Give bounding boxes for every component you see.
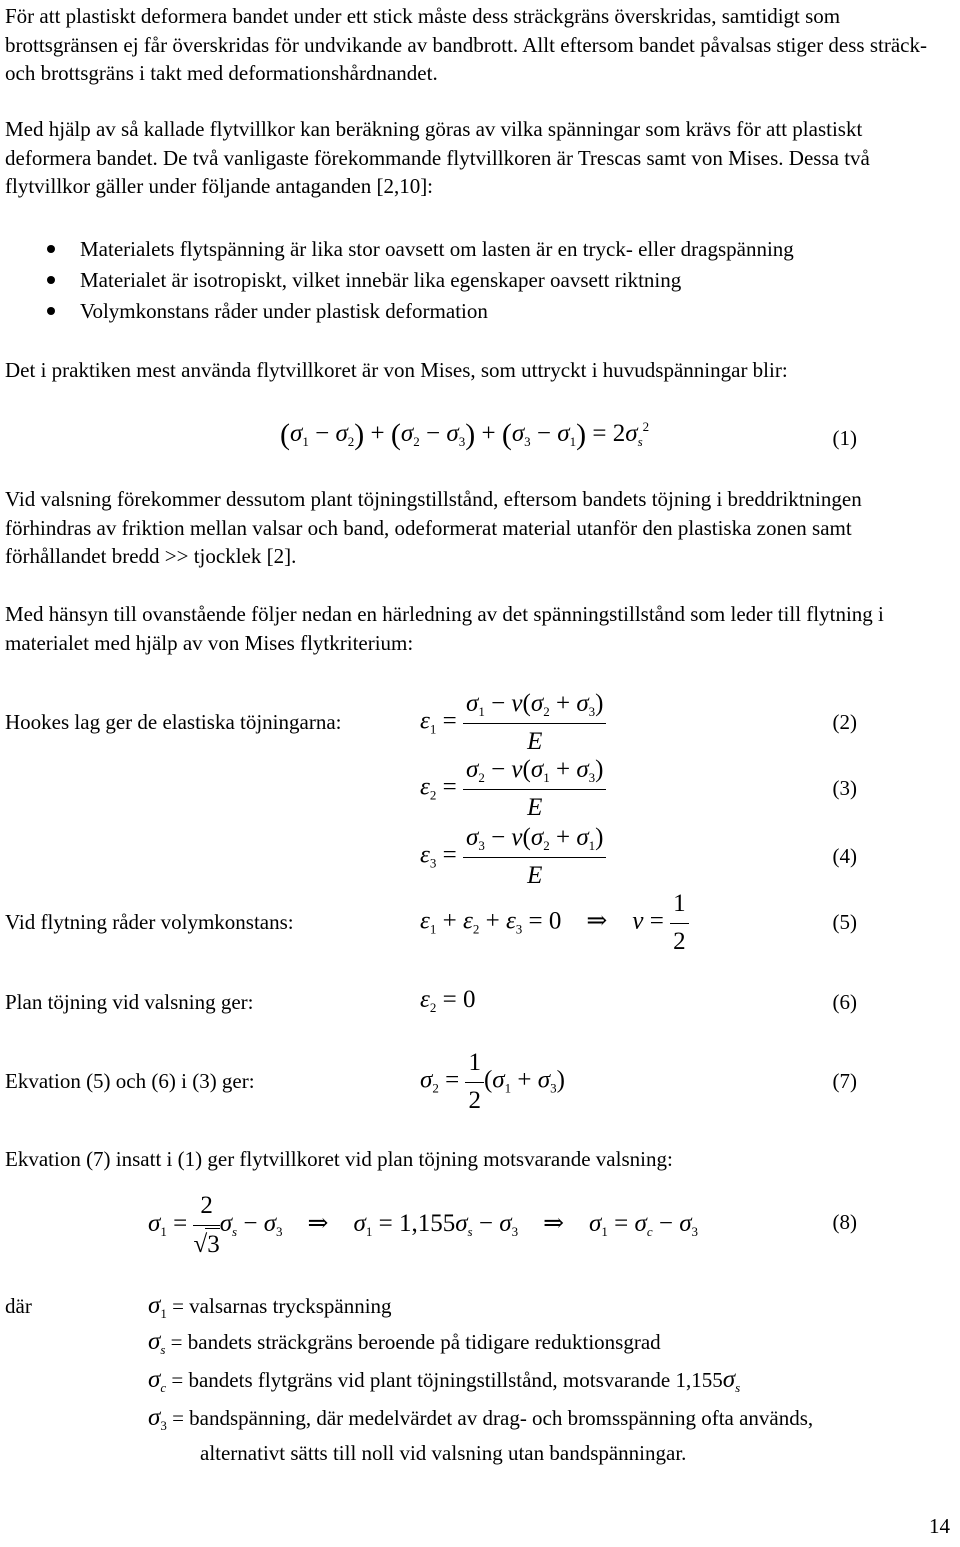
equation-number: (4) bbox=[832, 844, 857, 868]
equation-number: (2) bbox=[832, 710, 857, 734]
equation-2: $\varepsilon_1$ = $\frac{\sigma_1 - v(\sigma_2 + \sigma_3)}{E}$ bbox=[420, 688, 606, 758]
paragraph-ekvation-7: Ekvation (7) insatt i (1) ger flytvillkoret vid plan töjning motsvarande valsning: bbox=[5, 1147, 673, 1171]
definition-sigma-3 bbox=[148, 1404, 813, 1432]
paragraph-flytvillkor: Med hjälp av så kallade flytvillkor kan beräkning göras av vilka spänningar som krävs för att plastiskt deformera bandet. De två vanligaste förekommande flytvillkoren är Trescas samt von Mises. Dessa två flytvillkor gäller under följande antaganden [2,10]: bbox=[5, 117, 870, 198]
paragraph-von-mises: Det i praktiken mest använda flytvillkoret är von Mises, som uttryckt i huvudspänningar blir: bbox=[5, 358, 788, 382]
symbol-sigma-s: $\sigma_s$ bbox=[722, 1366, 741, 1395]
equation-number: (1) bbox=[832, 426, 857, 450]
definition-sigma-c bbox=[148, 1366, 740, 1394]
equation-1: $(\sigma_1 - \sigma_2) + (\sigma_2 - \sigma_3) + (\sigma_3 - \sigma_1) = 2\sigma_s^2$ bbox=[280, 418, 650, 451]
paragraph-intro: För att plastiskt deformera bandet under ett stick måste dess sträckgräns överskridas, samtidigt som brottsgränsen ej får överskridas för undvikande av bandbrott. Allt eftersom bandet påvalsas stiger dess sträck- och brottsgräns i takt med deformationshårdnandet. bbox=[5, 4, 927, 85]
bullet-icon bbox=[47, 276, 55, 284]
equation-number: (5) bbox=[832, 910, 857, 934]
symbol-sigma-1: $\sigma_1$ bbox=[148, 1292, 167, 1321]
equation-number: (6) bbox=[832, 990, 857, 1014]
equation-7: $\sigma_2$ = $\frac{1}{2}$ $(\sigma_1 + \sigma_3)$ bbox=[420, 1049, 565, 1114]
symbol-sigma-c: $\sigma_c$ bbox=[148, 1366, 167, 1395]
equation-number: (8) bbox=[832, 1210, 857, 1234]
label-dar: där bbox=[5, 1294, 32, 1318]
bullet-icon bbox=[47, 307, 55, 315]
equation-5: $\varepsilon_1 + \varepsilon_2 + \varepsilon_3 = 0$ ⇒ v = $\frac{1}{2}$ bbox=[420, 888, 689, 958]
page-number: 14 bbox=[929, 1514, 950, 1538]
definition-text: = bandets sträckgräns beroende på tidigare reduktionsgrad bbox=[170, 1330, 661, 1354]
bullet-icon bbox=[47, 245, 55, 253]
definition-sigma-s bbox=[148, 1328, 661, 1356]
symbol-sigma-3: $\sigma_3$ bbox=[148, 1404, 167, 1433]
equation-number: (7) bbox=[832, 1069, 857, 1093]
label-plan-tojning: Plan töjning vid valsning ger: bbox=[5, 990, 254, 1014]
bullet-text: Volymkonstans råder under plastisk deformation bbox=[80, 299, 488, 323]
definition-sigma-1 bbox=[148, 1292, 392, 1320]
definition-continuation: alternativt sätts till noll vid valsning utan bandspänningar. bbox=[200, 1441, 687, 1465]
equation-number: (3) bbox=[832, 776, 857, 800]
definition-text: = bandets flytgräns vid plant töjningstillstånd, motsvarande 1,155 bbox=[171, 1368, 723, 1392]
paragraph-harledning: Med hänsyn till ovanstående följer nedan en härledning av det spänningstillstånd som leder till flytning i materialet med hjälp av von Mises flytkriterium: bbox=[5, 602, 884, 655]
equation-6: $\varepsilon_2 = 0$ bbox=[420, 986, 476, 1015]
equation-3: $\varepsilon_2$ = $\frac{\sigma_2 - v(\sigma_1 + \sigma_3)}{E}$ bbox=[420, 754, 606, 824]
paragraph-plant-tojning: Vid valsning förekommer dessutom plant töjningstillstånd, eftersom bandets töjning i breddriktningen förhindras av friktion mellan valsar och band, odeformerat material utanför den plastiska zonen samt förhållandet bredd >> tjocklek [2]. bbox=[5, 487, 862, 568]
label-hookes-lag: Hookes lag ger de elastiska töjningarna: bbox=[5, 710, 342, 734]
label-volymkonstans: Vid flytning råder volymkonstans: bbox=[5, 910, 294, 934]
equation-8: $\sigma_1$ = $\frac{2}{√3}$ $\sigma_s - \sigma_3$ ⇒ $\sigma_1 = 1,155\sigma_s - \sigma_3$ ⇒ $\sigma_1 = \sigma_c - \sigma_3$ bbox=[148, 1190, 698, 1261]
bullet-text: Materialet är isotropiskt, vilket innebär lika egenskaper oavsett riktning bbox=[80, 268, 682, 292]
definition-text: = bandspänning, där medelvärdet av drag- och bromsspänning ofta används, bbox=[172, 1406, 814, 1430]
bullet-text: Materialets flytspänning är lika stor oavsett om lasten är en tryck- eller dragspänning bbox=[80, 237, 794, 261]
equation-4: $\varepsilon_3$ = $\frac{\sigma_3 - v(\sigma_2 + \sigma_1)}{E}$ bbox=[420, 822, 606, 892]
symbol-sigma-s: $\sigma_s$ bbox=[148, 1328, 166, 1357]
definition-text: = valsarnas tryckspänning bbox=[172, 1294, 392, 1318]
label-ekvation-5-6: Ekvation (5) och (6) i (3) ger: bbox=[5, 1069, 255, 1093]
